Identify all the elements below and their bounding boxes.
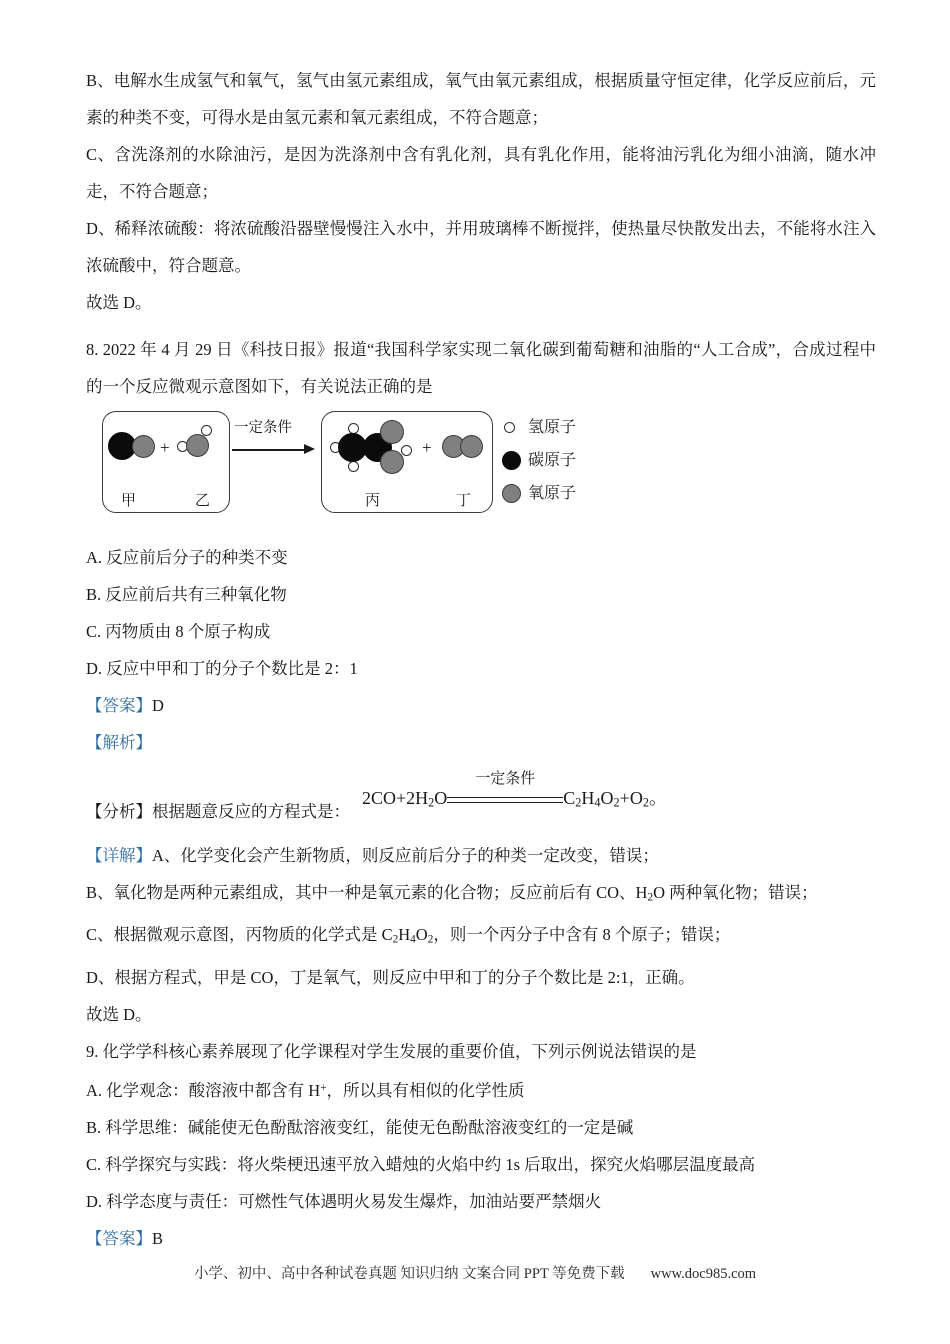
explanation-option-b: B、电解水生成氢气和氧气，氢气由氢元素组成，氧气由氧元素组成，根据质量守恒定律，化学反应前后，元素的种类不变，可得水是由氢元素和氧元素组成，不符合题意；	[86, 71, 876, 127]
equation-condition	[447, 770, 563, 813]
question-8-option-c: C. 丙物质由 8 个原子构成	[86, 622, 271, 641]
reactants-box	[102, 411, 230, 513]
molecule-label-bing: 丙	[365, 493, 381, 509]
plus-sign: +	[422, 438, 432, 457]
diagram-legend	[502, 411, 642, 510]
oxygen-atom	[380, 420, 404, 444]
question-8-detail-a	[86, 837, 876, 874]
hydrogen-atom	[401, 445, 412, 456]
explanation-option-c: C、含洗涤剂的水除油污，是因为洗涤剂中含有乳化剂，具有乳化作用，能将油污乳化为细小油滴，随水冲走，不符合题意；	[86, 145, 876, 201]
question-8-detail-d: D、根据方程式，甲是 CO，丁是氧气，则反应中甲和丁的分子个数比是 2:1，正确。	[86, 967, 695, 987]
reaction-diagram	[86, 409, 876, 527]
equation-reactants: $2CO+2H_2O$	[362, 788, 448, 810]
question-8-conclusion: 故选 D。	[86, 1004, 152, 1024]
arrow-shaft	[232, 449, 308, 451]
reaction-condition	[232, 421, 318, 469]
question-9-option-b: B. 科学思维：碱能使无色酚酞溶液变红，能使无色酚酞溶液变红的一定是碱	[86, 1117, 634, 1137]
question-9-option-a: A. 化学观念：酸溶液中都含有 H+，所以具有相似的化学性质	[86, 1080, 525, 1100]
hydrogen-atom	[348, 461, 359, 472]
question-9-option-d: D. 科学态度与责任：可燃性气体遇明火易发生爆炸，加油站要严禁烟火	[86, 1191, 602, 1211]
products-box	[321, 411, 493, 513]
arrow-head-icon	[304, 444, 315, 454]
question-8-detail-c: C、根据微观示意图，丙物质的化学式是 $C_2H_4O_2$，则一个丙分子中含有 8 个原子；错误；	[86, 925, 731, 946]
hydrogen-atom-icon	[504, 422, 515, 433]
equation-bar-bottom	[447, 802, 563, 803]
answer-value: B	[152, 1228, 164, 1248]
equation-condition-label: 一定条件	[475, 770, 536, 787]
legend-row-carbon	[502, 444, 642, 477]
equation-period: 。	[648, 788, 667, 808]
spacer	[86, 529, 876, 539]
oxygen-atom	[380, 450, 404, 474]
question-8-option-d: D. 反应中甲和丁的分子个数比是 2：1	[86, 659, 358, 678]
carbon-atom-icon	[502, 451, 521, 470]
analysis-lead-text: 【分析】根据题意反应的方程式是：	[86, 802, 350, 821]
question-8-stem: 8. 2022 年 4 月 29 日《科技日报》报道“我国科学家实现二氧化碳到葡萄糖和油脂的“人工合成”，合成过程中的一个反应微观示意图如下，有关说法正确的是	[86, 340, 876, 396]
footer-text: 小学、初中、高中各种试卷真题 知识归纳 文案合同 PPT 等免费下载	[193, 1266, 625, 1282]
analysis-label: 【解析】	[86, 733, 152, 752]
answer-label: 【答案】	[86, 696, 152, 715]
detail-a-text: A、化学变化会产生新物质，则反应前后分子的种类一定改变，错误；	[152, 846, 659, 865]
question-9-option-c: C. 科学探究与实践：将火柴梗迅速平放入蜡烛的火焰中约 1s 后取出，探究火焰哪层温度最高	[86, 1154, 756, 1174]
oxygen-atom-icon	[502, 484, 521, 503]
question-9-stem: 9. 化学学科核心素养展现了化学课程对学生发展的重要价值，下列示例说法错误的是	[86, 1041, 697, 1061]
chemical-equation-block	[86, 763, 876, 837]
molecule-label-yi: 乙	[195, 493, 211, 509]
legend-row-oxygen	[502, 477, 642, 510]
answer-value: D	[152, 696, 164, 715]
legend-label-oxygen: 氧原子	[528, 485, 577, 502]
detail-label: 【详解】	[86, 846, 152, 865]
legend-row-hydrogen	[502, 411, 642, 444]
question-8-analysis-label	[86, 724, 876, 761]
question-8-option-b: B. 反应前后共有三种氧化物	[86, 585, 287, 604]
condition-label: 一定条件	[234, 420, 292, 436]
explanation-conclusion-7: 故选 D。	[86, 293, 152, 312]
footer-site-link[interactable]: www.doc985.com	[650, 1266, 757, 1282]
legend-label-carbon: 碳原子	[528, 452, 577, 469]
page-content	[86, 62, 876, 1257]
question-8-answer	[86, 687, 876, 724]
equation-products: $C_2H_4O_2+O_2$	[563, 788, 649, 810]
answer-label: 【答案】	[86, 1228, 152, 1248]
molecule-label-jia: 甲	[121, 493, 137, 509]
spacer	[86, 321, 876, 331]
question-8-option-a: A. 反应前后分子的种类不变	[86, 548, 288, 567]
oxygen-atom	[186, 434, 209, 457]
oxygen-atom	[132, 435, 155, 458]
reaction-diagram-inner	[102, 409, 602, 527]
molecule-label-ding: 丁	[456, 493, 472, 509]
page-footer	[0, 1262, 950, 1283]
chemical-equation	[362, 770, 667, 816]
plus-sign: +	[160, 438, 170, 457]
explanation-option-d: D、稀释浓硫酸：将浓硫酸沿器壁慢慢注入水中，并用玻璃棒不断搅拌，使热量尽快散发出去，不能将水注入浓硫酸中，符合题意。	[86, 219, 876, 275]
legend-label-hydrogen: 氢原子	[528, 419, 577, 436]
question-9-answer	[86, 1220, 876, 1257]
question-8-detail-b: B、氧化物是两种元素组成，其中一种是氧元素的化合物；反应前后有 CO、$H_2O$ 两种氧化物；错误；	[86, 883, 818, 904]
equation-bar-top	[447, 797, 563, 798]
oxygen-atom	[460, 435, 483, 458]
